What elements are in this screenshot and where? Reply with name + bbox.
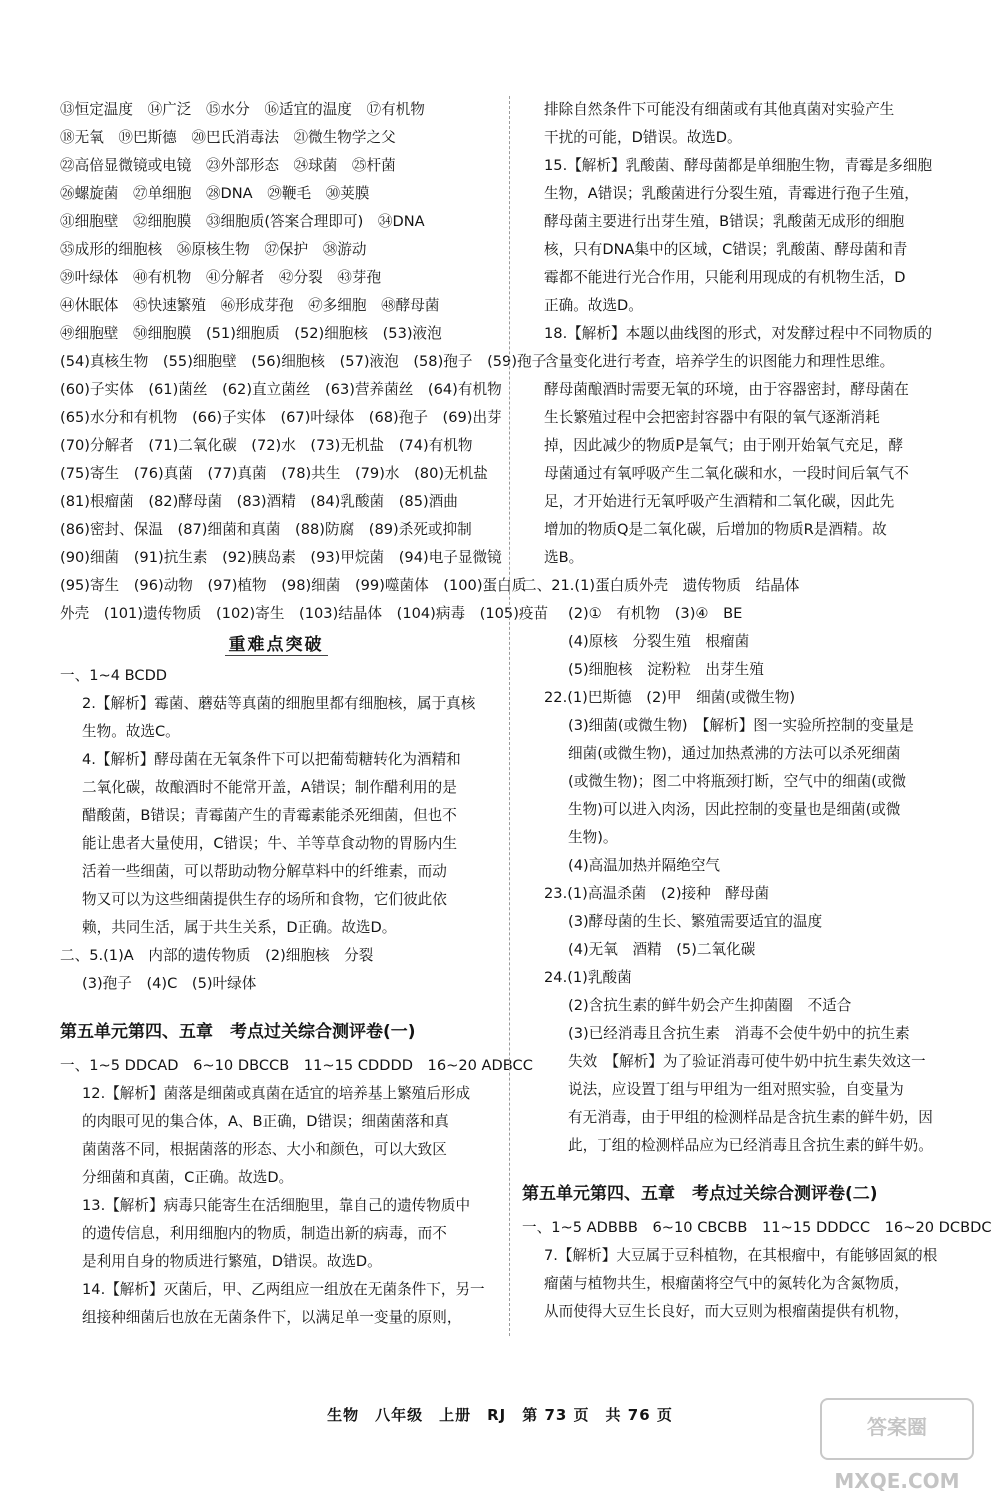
text-line: 生长繁殖过程中会把密封容器中有限的氧气逐渐消耗 — [544, 409, 880, 426]
text-line: 生物，A错误；乳酸菌进行分裂生殖，青霉进行孢子生殖， — [544, 185, 919, 202]
text-line: ㉖螺旋菌 ㉗单细胞 ㉘DNA ㉙鞭毛 ㉚荚膜 — [60, 185, 370, 202]
text-line: ㊾细胞壁 ㊿细胞膜 (51)细胞质 (52)细胞核 (53)液泡 — [60, 325, 442, 342]
section-title-text: 重难点突破 — [225, 635, 328, 656]
column-divider — [509, 96, 510, 1336]
right-column — [522, 96, 992, 1326]
text-line: 失效 【解析】为了验证消毒可使牛奶中抗生素失效这一 — [568, 1053, 926, 1070]
text-line: 有无消毒，由于甲组的检测样品是含抗生素的鲜牛奶，因 — [568, 1109, 933, 1126]
text-line: (2)含抗生素的鲜牛奶会产生抑菌圈 不适合 — [568, 997, 852, 1014]
text-line: 14.【解析】灭菌后，甲、乙两组应一组放在无菌条件下，另一 — [82, 1281, 485, 1298]
text-line: (3)酵母菌的生长、繁殖需要适宜的温度 — [568, 913, 823, 930]
text-line: 霉都不能进行光合作用，只能利用现成的有机物生活，D — [544, 269, 906, 286]
text-line: 此，丁组的检测样品应为已经消毒且含抗生素的鲜牛奶。 — [568, 1137, 933, 1154]
text-line: ⑱无氧 ⑲巴斯德 ⑳巴氏消毒法 ㉑微生物学之父 — [60, 129, 396, 146]
text-line: 能让患者大量使用，C错误；牛、羊等草食动物的胃肠内生 — [82, 835, 458, 852]
text-line: (4)原核 分裂生殖 根瘤菌 — [568, 633, 750, 650]
text-line: ⑬恒定温度 ⑭广泛 ⑮水分 ⑯适宜的温度 ⑰有机物 — [60, 101, 425, 118]
text-line: ㉛细胞壁 ㉜细胞膜 ㉝细胞质(答案合理即可) ㉞DNA — [60, 213, 425, 230]
text-line: 核，只有DNA集中的区域，C错误；乳酸菌、酵母菌和青 — [544, 241, 908, 258]
text-line: (4)无氧 酒精 (5)二氧化碳 — [568, 941, 756, 958]
text-line: 排除自然条件下可能没有细菌或有其他真菌对实验产生 — [544, 101, 895, 118]
text-line: 的遗传信息，利用细胞内的物质，制造出新的病毒，而不 — [82, 1225, 447, 1242]
text-line: 一、1~4 BCDD — [60, 667, 168, 684]
text-line: 一、1~5 ADBBB 6~10 CBCBB 11~15 DDDCC 16~20 DCBDC — [522, 1219, 992, 1236]
text-line: (75)寄生 (76)真菌 (77)真菌 (78)共生 (79)水 (80)无机盐 — [60, 465, 488, 482]
text-line: 2.【解析】霉菌、蘑菇等真菌的细胞里都有细胞核，属于真核 — [82, 695, 476, 712]
text-line: 23.(1)高温杀菌 (2)接种 酵母菌 — [544, 885, 770, 902]
text-line: (70)分解者 (71)二氧化碳 (72)水 (73)无机盐 (74)有机物 — [60, 437, 473, 454]
text-line: 母菌通过有氧呼吸产生二氧化碳和水，一段时间后氧气不 — [544, 465, 909, 482]
text-line: 一、1~5 DDCAD 6~10 DBCCB 11~15 CDDDD 16~20 ADBCC — [60, 1057, 533, 1074]
text-line: 瘤菌与植物共生，根瘤菌将空气中的氮转化为含氮物质， — [544, 1275, 909, 1292]
text-line: 18.【解析】本题以曲线图的形式，对发酵过程中不同物质的 — [544, 325, 933, 342]
text-line: 物又可以为这些细菌提供生存的场所和食物，它们彼此依 — [82, 891, 447, 908]
text-line: (65)水分和有机物 (66)子实体 (67)叶绿体 (68)孢子 (69)出芽 — [60, 409, 502, 426]
spacer — [60, 998, 492, 1012]
text-line: 生物。故选C。 — [82, 723, 180, 740]
text-line: 组接种细菌后也放在无菌条件下，以满足单一变量的原则， — [82, 1309, 462, 1326]
text-line: 外壳 (101)遗传物质 (102)寄生 (103)结晶体 (104)病毒 (105)疫苗 — [60, 605, 549, 622]
text-line: 正确。故选D。 — [544, 297, 643, 314]
text-line: 12.【解析】菌落是细菌或真菌在适宜的培养基上繁殖后形成 — [82, 1085, 471, 1102]
text-line: 细菌(或微生物)，通过加热煮沸的方法可以杀死细菌 — [568, 745, 901, 762]
text-line: 7.【解析】大豆属于豆科植物，在其根瘤中，有能够固氮的根 — [544, 1247, 938, 1264]
spacer — [522, 1160, 970, 1174]
section-title — [60, 628, 492, 662]
text-line: (95)寄生 (96)动物 (97)植物 (98)细菌 (99)噬菌体 (100)蛋白质 — [60, 577, 527, 594]
text-line: 赖，共同生活，属于共生关系，D正确。故选D。 — [82, 919, 397, 936]
section-heading: 第五单元第四、五章 考点过关综合测评卷(一) — [60, 1022, 416, 1042]
text-line: (4)高温加热并隔绝空气 — [568, 857, 721, 874]
section-heading: 第五单元第四、五章 考点过关综合测评卷(二) — [522, 1184, 878, 1204]
left-column — [60, 96, 549, 1332]
text-line: 干扰的可能，D错误。故选D。 — [544, 129, 742, 146]
text-line: ㊹休眠体 ㊺快速繁殖 ㊻形成芽孢 ㊼多细胞 ㊽酵母菌 — [60, 297, 440, 314]
text-line: 增加的物质Q是二氧化碳，后增加的物质R是酒精。故 — [544, 521, 887, 538]
text-line: 二、21.(1)蛋白质外壳 遗传物质 结晶体 — [522, 577, 800, 594]
text-line: 从而使得大豆生长良好，而大豆则为根瘤菌提供有机物， — [544, 1303, 909, 1320]
text-line: 是利用自身的物质进行繁殖，D错误。故选D。 — [82, 1253, 382, 1270]
text-line: ㉒高倍显微镜或电镜 ㉓外部形态 ㉔球菌 ㉕杆菌 — [60, 157, 396, 174]
text-line: 分细菌和真菌，C正确。故选D。 — [82, 1169, 294, 1186]
text-line: (86)密封、保温 (87)细菌和真菌 (88)防腐 (89)杀死或抑制 — [60, 521, 472, 538]
text-line: 二、5.(1)A 内部的遗传物质 (2)细胞核 分裂 — [60, 947, 374, 964]
text-line: (3)孢子 (4)C (5)叶绿体 — [82, 975, 257, 992]
text-line: 15.【解析】乳酸菌、酵母菌都是单细胞生物，青霉是多细胞 — [544, 157, 933, 174]
text-line: 的肉眼可见的集合体，A、B正确，D错误；细菌菌落和真 — [82, 1113, 449, 1130]
text-line: 足，才开始进行无氧呼吸产生酒精和二氧化碳，因此先 — [544, 493, 895, 510]
text-line: 酵母菌主要进行出芽生殖，B错误；乳酸菌无成形的细胞 — [544, 213, 905, 230]
text-line: 说法，应设置丁组与甲组为一组对照实验，自变量为 — [568, 1081, 904, 1098]
text-line: 醋酸菌，B错误；青霉菌产生的青霉素能杀死细菌，但也不 — [82, 807, 457, 824]
text-line: 生物)。 — [568, 829, 618, 846]
text-line: 生物)可以进入肉汤，因此控制的变量也是细菌(或微 — [568, 801, 901, 818]
text-line: 掉，因此减少的物质P是氧气；由于刚开始氧气充足，酵 — [544, 437, 904, 454]
text-line: (或微生物)；图二中将瓶颈打断，空气中的细菌(或微 — [568, 773, 907, 790]
watermark-logo: 答案圈 MXQE.COM — [820, 1398, 974, 1460]
text-line: 酵母菌酿酒时需要无氧的环境，由于容器密封，酵母菌在 — [544, 381, 909, 398]
text-line: 22.(1)巴斯德 (2)甲 细菌(或微生物) — [544, 689, 796, 706]
text-line: (90)细菌 (91)抗生素 (92)胰岛素 (93)甲烷菌 (94)电子显微镜 — [60, 549, 502, 566]
text-line: 含量变化进行考查，培养学生的识图能力和理性思维。 — [544, 353, 895, 370]
page-footer: 生物 八年级 上册 RJ 第 73 页 共 76 页 — [327, 1406, 673, 1424]
text-line: (3)已经消毒且含抗生素 消毒不会使牛奶中的抗生素 — [568, 1025, 910, 1042]
text-line: 活着一些细菌，可以帮助动物分解草料中的纤维素，而动 — [82, 863, 447, 880]
text-line: (60)子实体 (61)菌丝 (62)直立菌丝 (63)营养菌丝 (64)有机物 — [60, 381, 502, 398]
text-line: (54)真核生物 (55)细胞壁 (56)细胞核 (57)液泡 (58)孢子 (59)孢子 — [60, 353, 547, 370]
text-line: 选B。 — [544, 549, 584, 566]
text-line: ㉟成形的细胞核 ㊱原核生物 ㊲保护 ㊳游动 — [60, 241, 367, 258]
text-line: (2)① 有机物 (3)④ BE — [568, 605, 743, 622]
text-line: 24.(1)乳酸菌 — [544, 969, 632, 986]
text-line: (3)细菌(或微生物) 【解析】图一实验所控制的变量是 — [568, 717, 914, 734]
text-line: 菌菌落不同，根据菌落的形态、大小和颜色，可以大致区 — [82, 1141, 447, 1158]
text-line: 4.【解析】酵母菌在无氧条件下可以把葡萄糖转化为酒精和 — [82, 751, 461, 768]
text-line: (81)根瘤菌 (82)酵母菌 (83)酒精 (84)乳酸菌 (85)酒曲 — [60, 493, 458, 510]
text-line: 二氧化碳，故酿酒时不能常开盖，A错误；制作醋利用的是 — [82, 779, 457, 796]
text-line: 13.【解析】病毒只能寄生在活细胞里，靠自己的遗传物质中 — [82, 1197, 471, 1214]
text-line: (5)细胞核 淀粉粒 出芽生殖 — [568, 661, 764, 678]
text-line: ㊴叶绿体 ㊵有机物 ㊶分解者 ㊷分裂 ㊸芽孢 — [60, 269, 382, 286]
